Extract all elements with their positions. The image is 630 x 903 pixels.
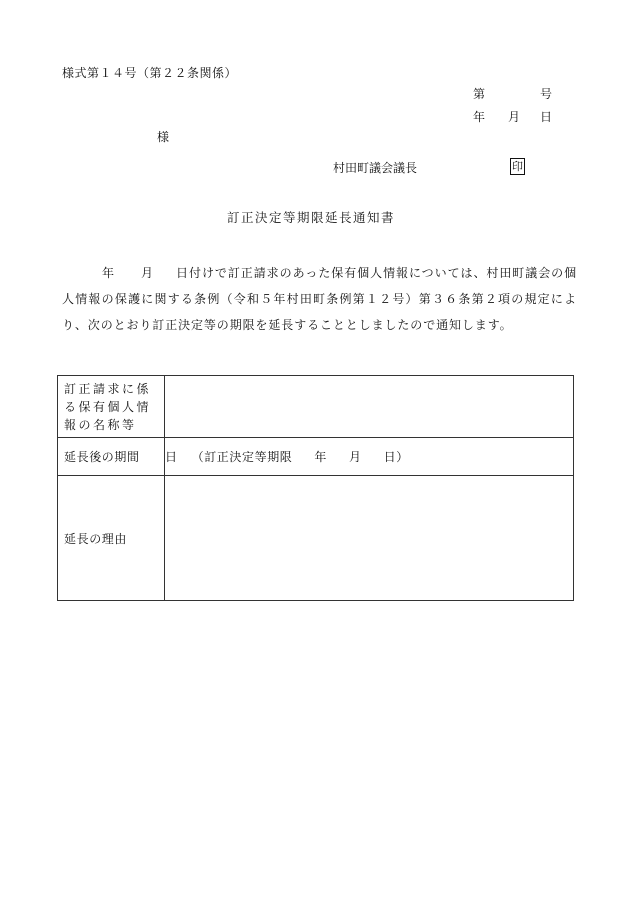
body-text: 日付けで訂正請求のあった保有個人情報については、村田町議会の個人情報の保護に関する条例（令和５年村田町条例第１２号）第３６条第２項の規定により、次のとおり訂正決定等の期限を延長することとしましたので通知します。 bbox=[62, 266, 577, 332]
form-number: 様式第１４号（第２２条関係） bbox=[62, 66, 238, 80]
document-title: 訂正決定等期限延長通知書 bbox=[227, 210, 396, 225]
value-extended-period[interactable] bbox=[165, 438, 574, 476]
document-number-suffix: 号 bbox=[540, 87, 553, 101]
table-row-extension-reason bbox=[58, 476, 574, 601]
body-month-label: 月 bbox=[141, 266, 154, 280]
period-year-label: 年 bbox=[314, 450, 328, 464]
document-number-prefix: 第 bbox=[473, 87, 486, 101]
date-month-label: 月 bbox=[508, 110, 521, 124]
label-extension-reason: 延長の理由 bbox=[58, 476, 165, 601]
body-year-label: 年 bbox=[102, 266, 115, 280]
date-year-label: 年 bbox=[473, 110, 486, 124]
sender-title: 村田町議会議長 bbox=[333, 161, 418, 175]
value-information-name[interactable] bbox=[165, 376, 574, 438]
date-day-label: 日 bbox=[540, 110, 553, 124]
label-extended-period: 延長後の期間 bbox=[58, 438, 165, 476]
period-month-label: 月 bbox=[349, 450, 362, 464]
table-row-extended-period bbox=[58, 438, 574, 476]
period-day-end-label: 日） bbox=[383, 450, 409, 464]
info-table bbox=[57, 375, 574, 601]
label-information-name: 訂正請求に係る保有個人情報の名称等 bbox=[58, 376, 165, 438]
period-deadline-label: （訂正決定等期限 bbox=[191, 450, 293, 464]
addressee-honorific: 様 bbox=[157, 130, 170, 144]
table-row-information-name bbox=[58, 376, 574, 438]
seal-mark: 印 bbox=[512, 160, 523, 173]
period-day-label: 日 bbox=[165, 450, 178, 464]
body-paragraph bbox=[62, 260, 577, 338]
value-extension-reason[interactable] bbox=[165, 476, 574, 601]
